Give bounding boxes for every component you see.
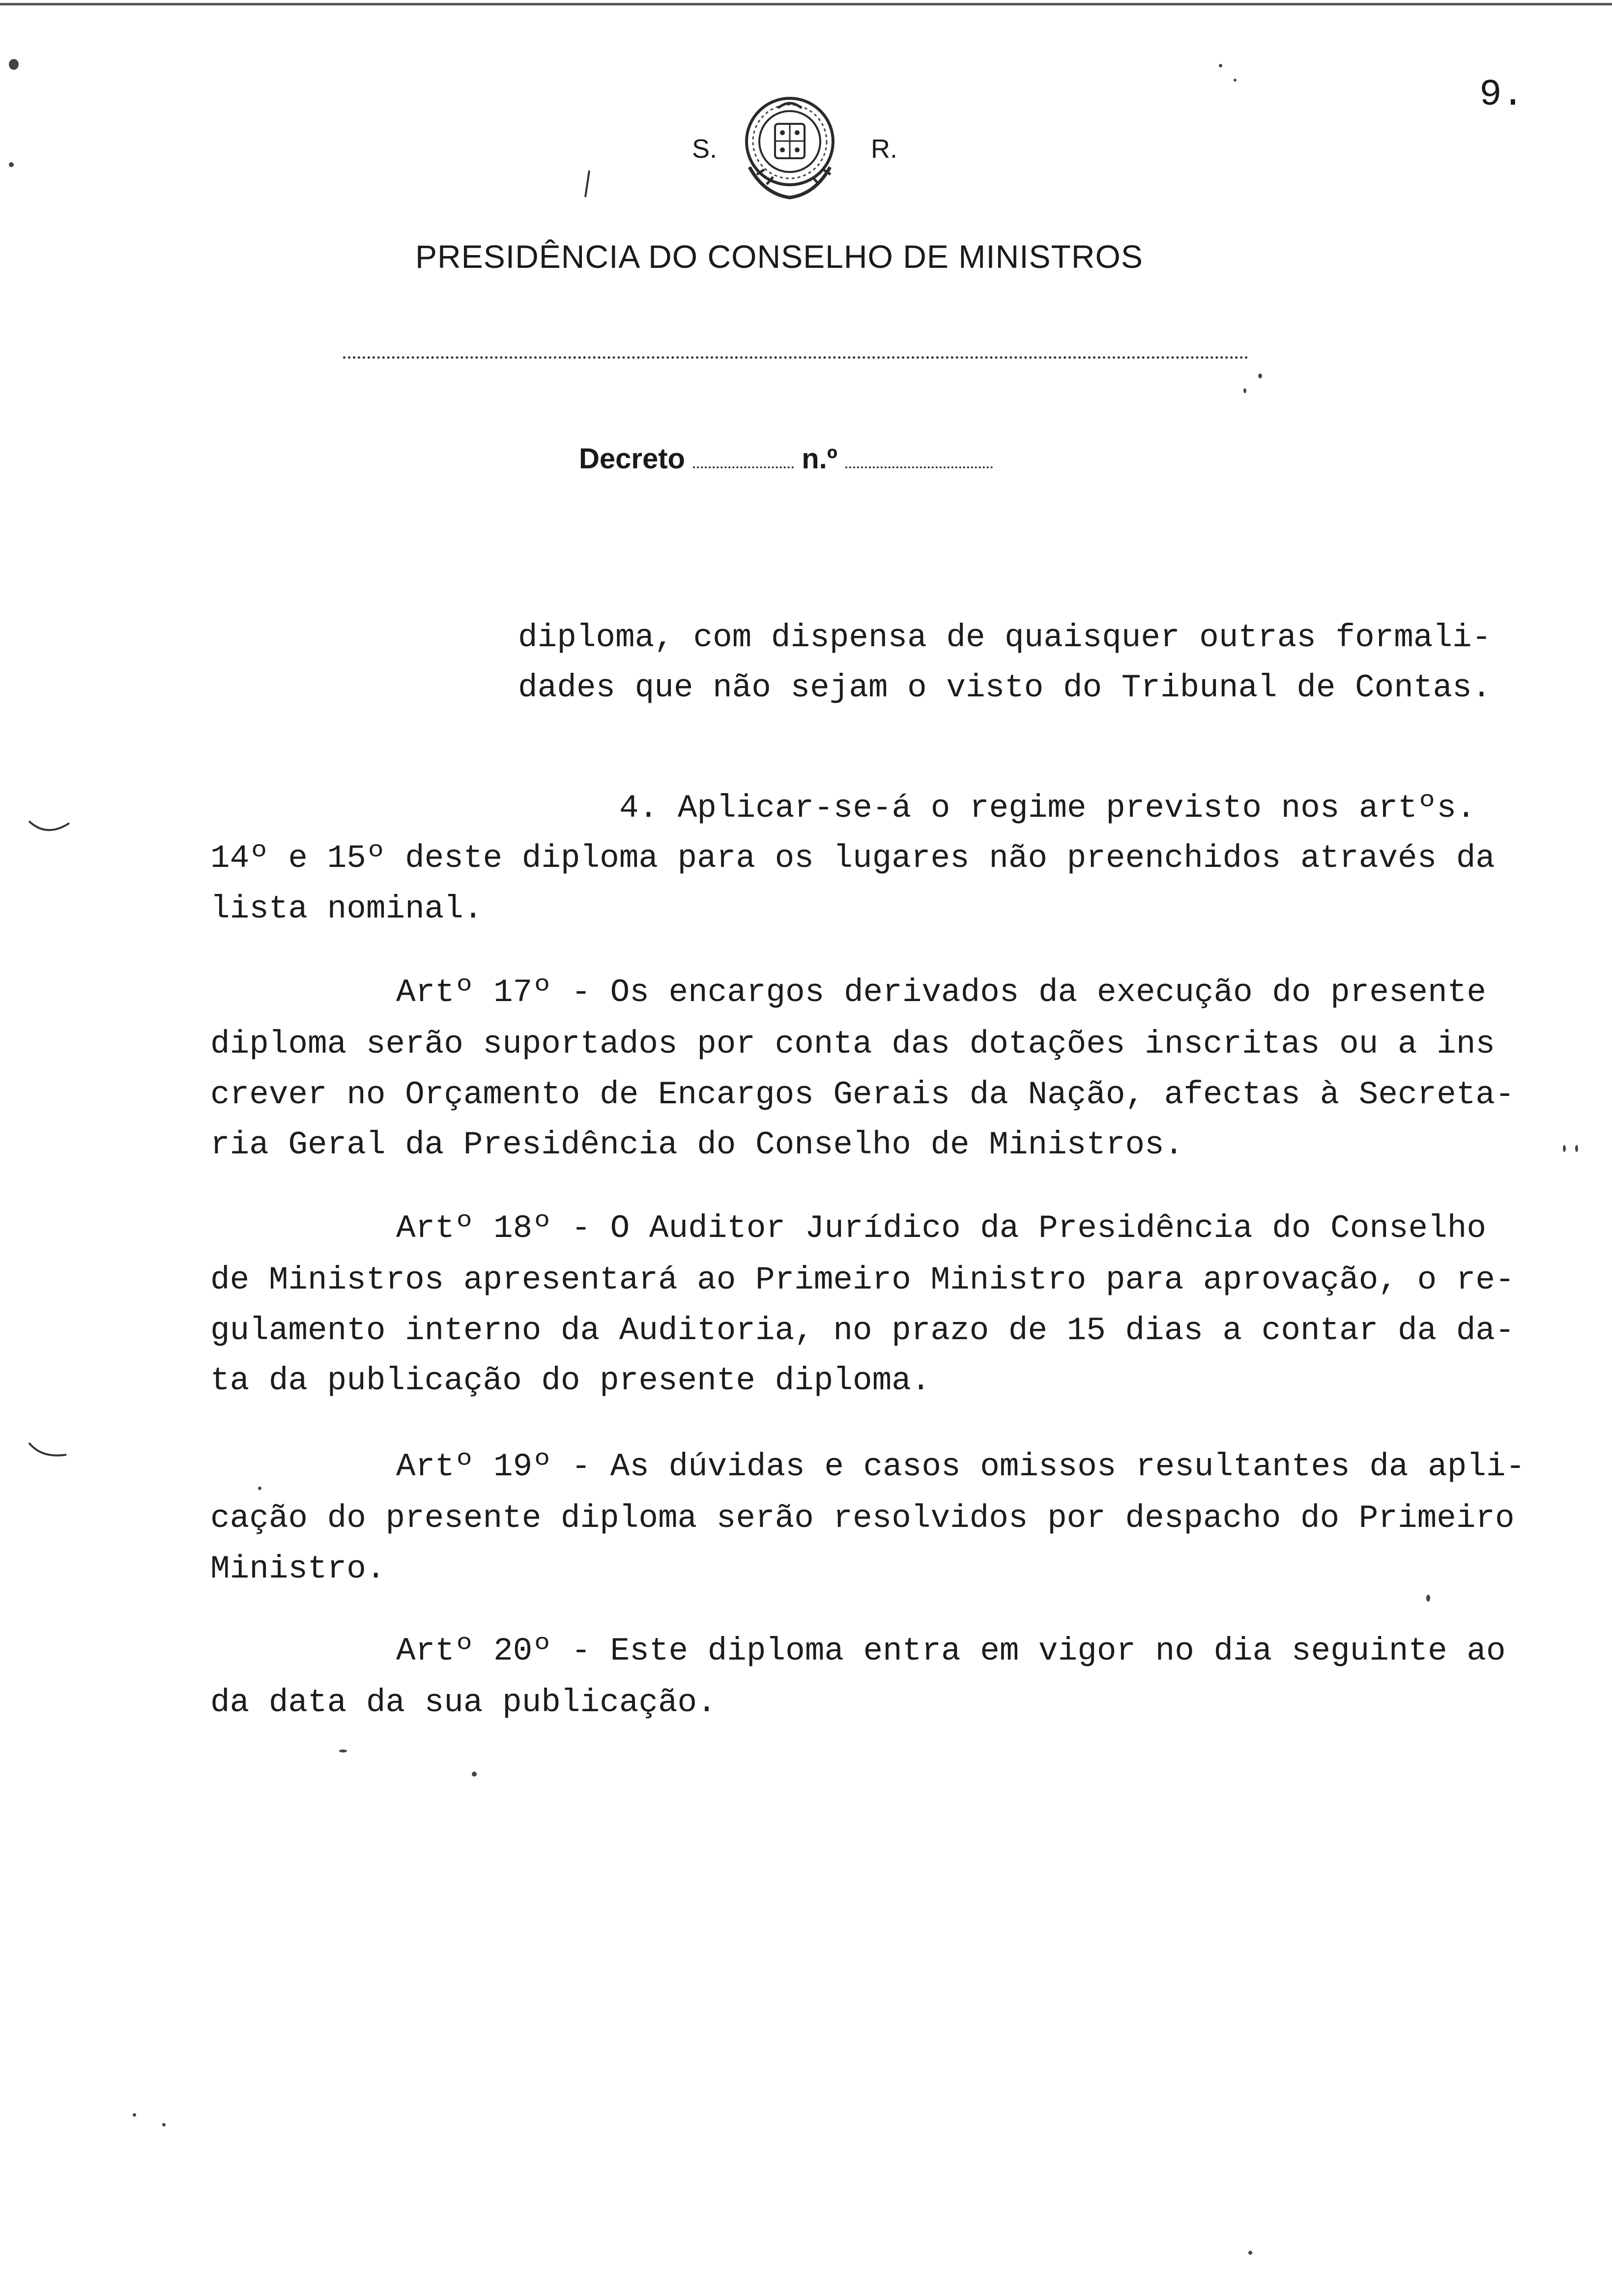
text-line: 14º e 15º deste diploma para os lugares não preenchidos através da <box>210 840 1496 877</box>
scan-speck <box>1243 388 1246 393</box>
text-line: lista nominal. <box>210 890 483 927</box>
page-number: 9. <box>1479 74 1525 116</box>
scan-speck <box>1234 79 1237 82</box>
pen-mark <box>582 170 592 199</box>
decree-number-blank <box>845 466 993 468</box>
header-letter-r: R. <box>871 134 897 164</box>
header-letter-s: S. <box>692 134 718 164</box>
text-line: ria Geral da Presidência do Conselho de Ministros. <box>210 1126 1184 1163</box>
scan-speck <box>162 2123 166 2126</box>
decree-type-blank <box>693 466 794 468</box>
decree-line <box>579 442 993 482</box>
text-line: de Ministros apresentará ao Primeiro Ministro para aprovação, o re- <box>210 1262 1515 1298</box>
scan-speck <box>1248 2251 1252 2255</box>
scan-speck <box>1258 373 1262 378</box>
text-line: diploma, com dispensa de quaisquer outras formali- <box>518 619 1492 656</box>
scan-speck <box>1426 1595 1430 1602</box>
margin-arc-mark <box>27 1440 71 1464</box>
scan-speck <box>472 1772 477 1777</box>
margin-arc-mark <box>27 818 71 843</box>
article-19-start: Artº 19º - As dúvidas e casos omissos resultantes da apli- <box>396 1448 1526 1485</box>
top-border-rule <box>0 3 1612 5</box>
decree-label: Decreto <box>579 443 685 475</box>
coat-of-arms-seal-icon <box>730 88 850 201</box>
institution-title: PRESIDÊNCIA DO CONSELHO DE MINISTROS <box>415 238 1143 275</box>
scan-speck <box>339 1750 347 1752</box>
article-18-start: Artº 18º - O Auditor Jurídico da Presidência do Conselho <box>396 1210 1486 1247</box>
paragraph-4-start: 4. Aplicar-se-á o regime previsto nos artºs. <box>619 790 1476 827</box>
scan-speck <box>1575 1145 1578 1152</box>
scan-speck <box>133 2113 136 2117</box>
scan-speck <box>9 162 14 167</box>
text-line: ta da publicação do presente diploma. <box>210 1362 931 1399</box>
decree-number-label: n.º <box>802 443 837 475</box>
text-line: crever no Orçamento de Encargos Gerais da Nação, afectas à Secreta- <box>210 1076 1515 1113</box>
text-line: gulamento interno da Auditoria, no prazo de 15 dias a contar da da- <box>210 1312 1515 1349</box>
scan-speck <box>9 59 19 70</box>
article-20-start: Artº 20º - Este diploma entra em vigor no dia seguinte ao <box>396 1633 1506 1669</box>
scan-speck <box>1563 1145 1566 1152</box>
text-line: da data da sua publicação. <box>210 1684 717 1721</box>
dotted-separator <box>343 356 1248 359</box>
text-line: cação do presente diploma serão resolvidos por despacho do Primeiro <box>210 1500 1515 1537</box>
scan-speck <box>1219 64 1222 67</box>
article-17-start: Artº 17º - Os encargos derivados da execução do presente <box>396 974 1486 1011</box>
text-line: diploma serão suportados por conta das dotações inscritas ou a ins <box>210 1026 1496 1062</box>
scan-speck <box>258 1487 261 1490</box>
text-line: Ministro. <box>210 1550 386 1587</box>
text-line: dades que não sejam o visto do Tribunal de Contas. <box>518 669 1492 706</box>
